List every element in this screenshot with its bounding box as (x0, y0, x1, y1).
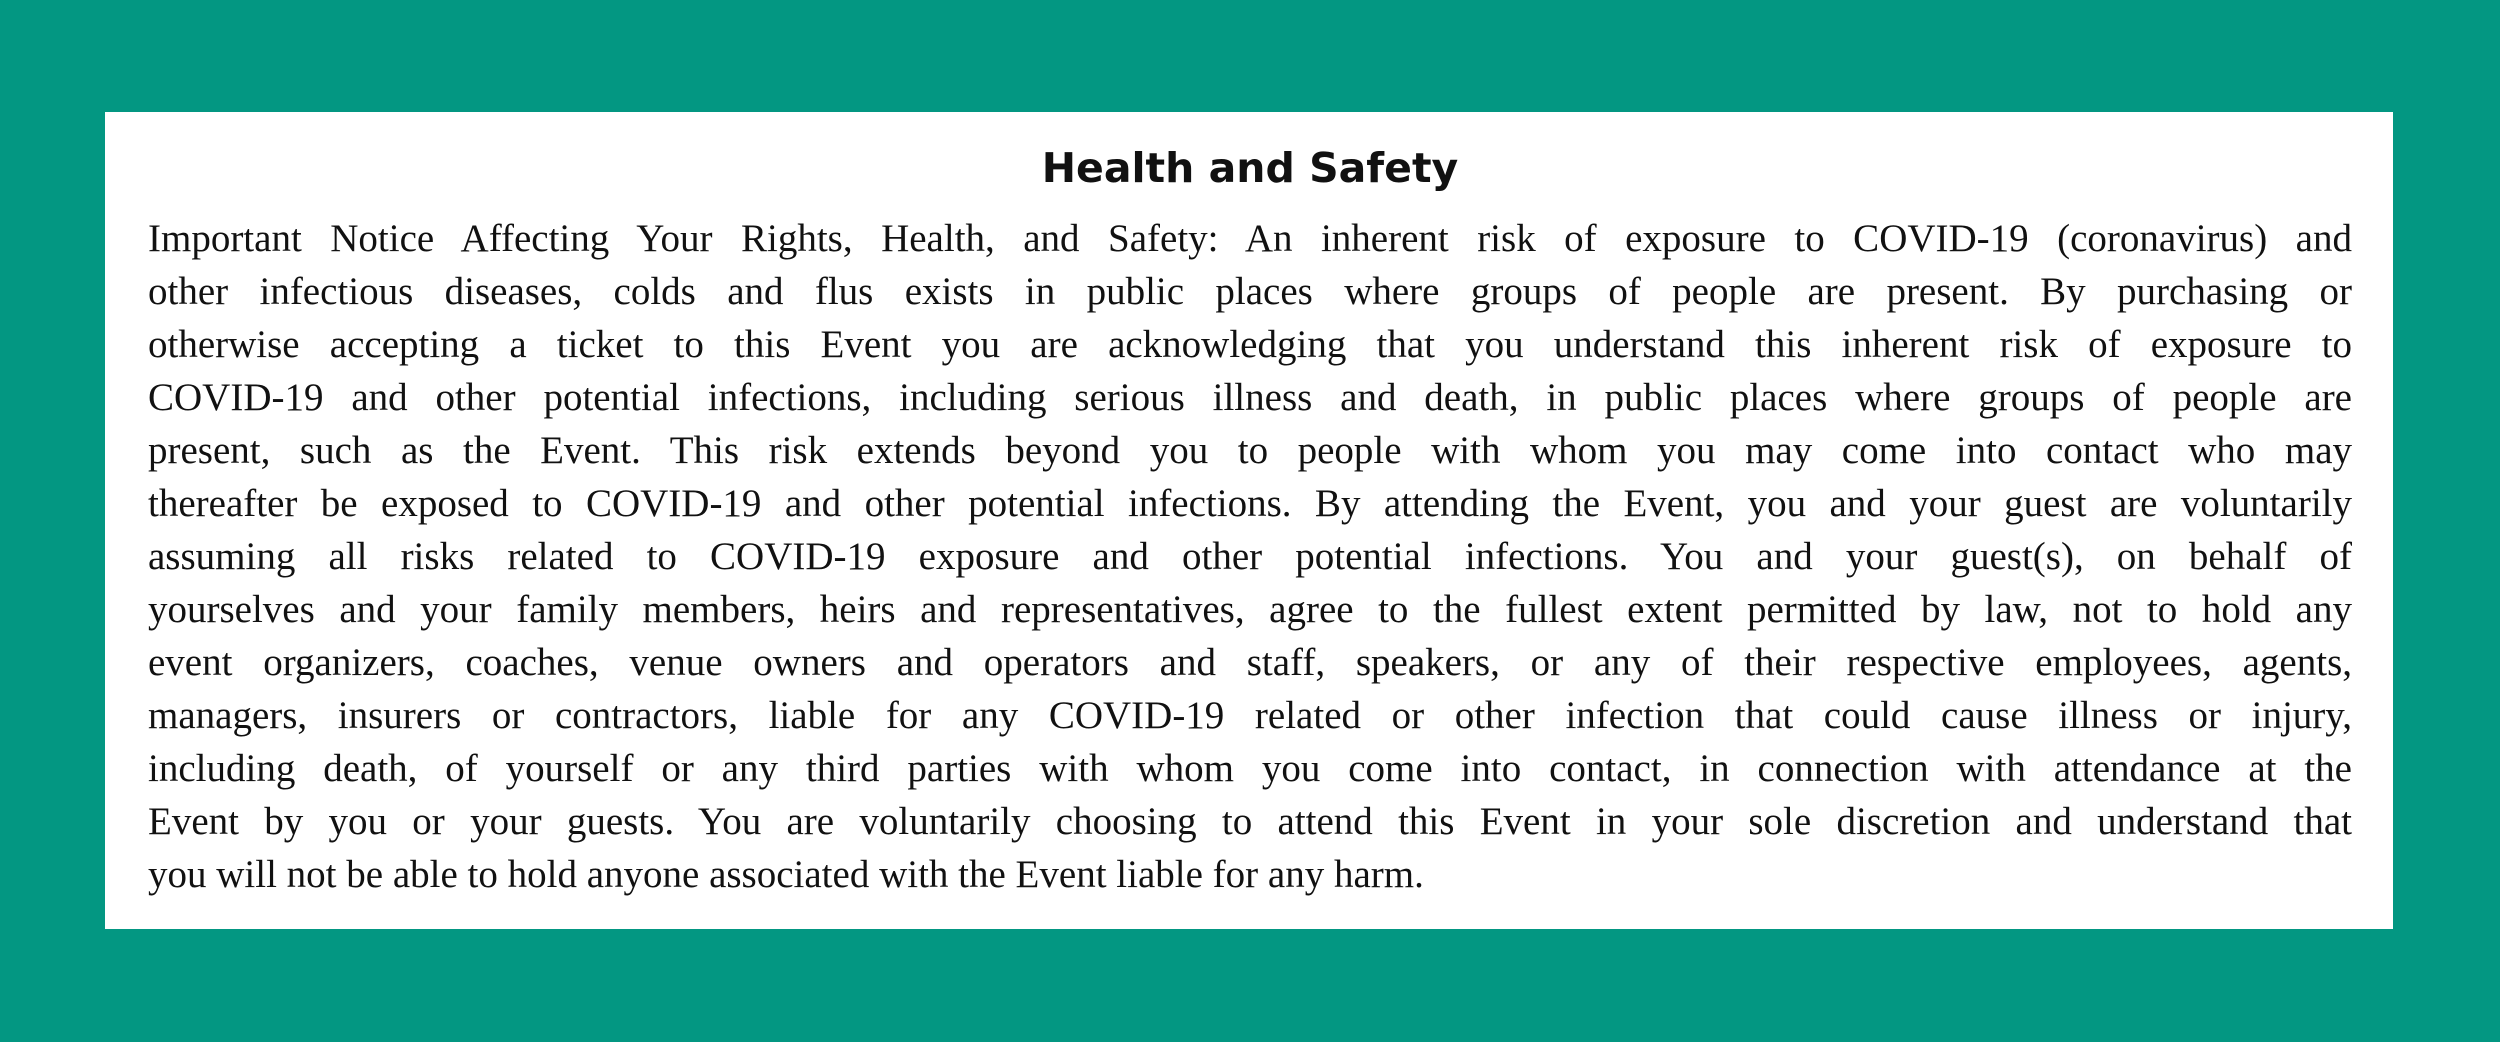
notice-line: managers, insurers or contractors, liable for any COVID-19 related or other infection that could cause illness or injury, (148, 694, 2352, 737)
notice-line: otherwise accepting a ticket to this Event you are acknowledging that you understand this inherent risk of exposure to (148, 323, 2352, 366)
notice-line: COVID-19 and other potential infections, including serious illness and death, in public places where groups of people are (148, 376, 2352, 419)
notice-line: including death, of yourself or any third parties with whom you come into contact, in connection with attendance at the (148, 747, 2352, 790)
notice-line: Event by you or your guests. You are voluntarily choosing to attend this Event in your sole discretion and understand that (148, 800, 2352, 843)
notice-line: other infectious diseases, colds and flus exists in public places where groups of people are present. By purchasing or (148, 270, 2352, 313)
notice-line: yourselves and your family members, heirs and representatives, agree to the fullest extent permitted by law, not to hold any (148, 588, 2352, 631)
notice-line: event organizers, coaches, venue owners and operators and staff, speakers, or any of their respective employees, agents, (148, 641, 2352, 684)
notice-line: you will not be able to hold anyone associated with the Event liable for any harm. (148, 853, 1424, 896)
notice-line: present, such as the Event. This risk extends beyond you to people with whom you may come into contact who may (148, 429, 2352, 472)
page-title: Health and Safety (1041, 144, 1459, 192)
notice-line: thereafter be exposed to COVID-19 and other potential infections. By attending the Event, you and your guest are voluntarily (148, 482, 2352, 525)
notice-line: Important Notice Affecting Your Rights, Health, and Safety: An inherent risk of exposure to COVID-19 (coronavirus) and (148, 217, 2352, 260)
notice-body (148, 212, 2352, 901)
notice-line: assuming all risks related to COVID-19 exposure and other potential infections. You and your guest(s), on behalf of (148, 535, 2352, 578)
